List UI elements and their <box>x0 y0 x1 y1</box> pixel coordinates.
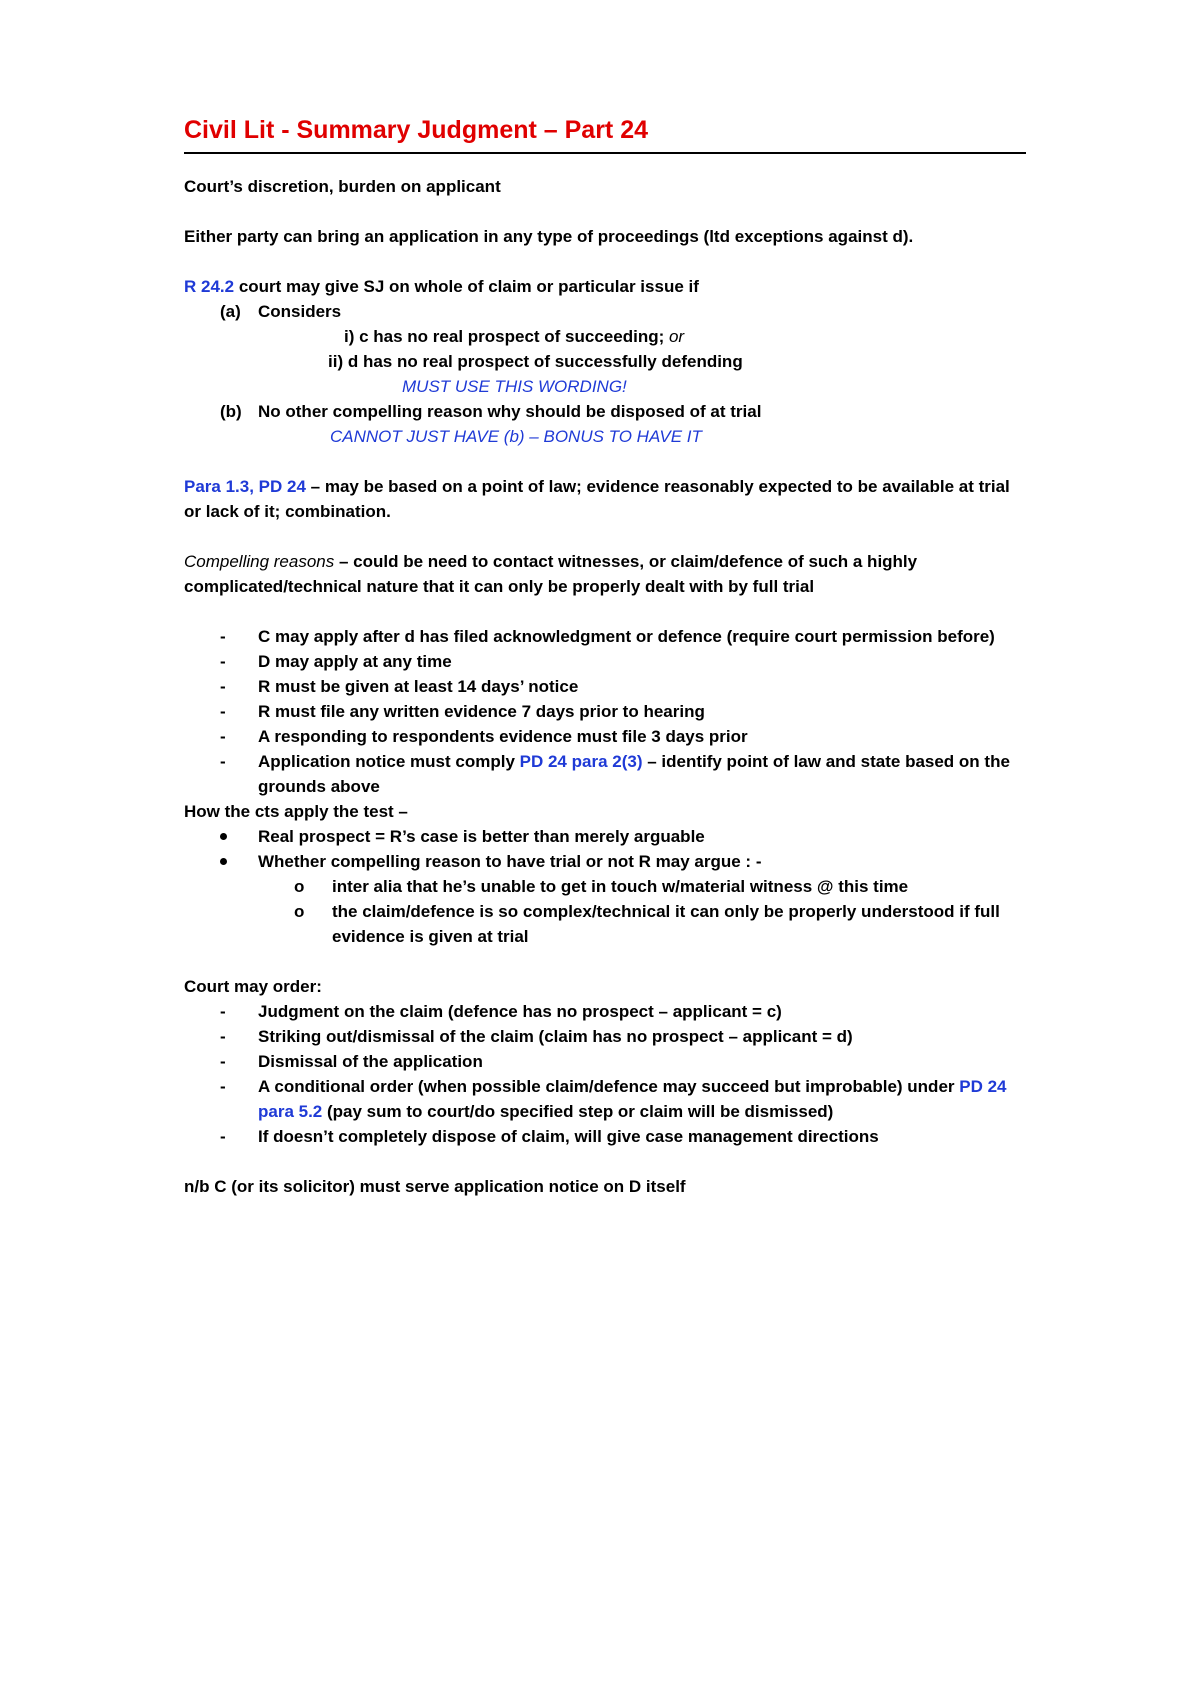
list-item: - R must be given at least 14 days’ notice <box>184 674 1026 699</box>
r242-b-text: No other compelling reason why should be disposed of at trial <box>258 402 762 421</box>
list-item: o inter alia that he’s unable to get in touch w/material witness @ this time <box>184 874 1026 899</box>
pd24-para23-ref: PD 24 para 2(3) <box>519 752 643 771</box>
intro-either-party: Either party can bring an application in any type of proceedings (ltd exceptions against d). <box>184 227 914 246</box>
dash-marker: - <box>220 1052 226 1071</box>
list-item: o the claim/defence is so complex/technical it can only be properly understood if full evidence is given at trial <box>184 899 1026 949</box>
circle-marker: o <box>294 902 305 921</box>
dash-marker: - <box>220 627 226 646</box>
r242-ref: R 24.2 <box>184 277 235 296</box>
r242-a-label: (a) <box>220 302 241 321</box>
dash-marker: - <box>220 677 226 696</box>
r242-b-label: (b) <box>220 402 242 421</box>
r242-i-or: or <box>668 327 685 346</box>
compelling-reasons <box>184 549 1026 599</box>
r242-cannot-note: CANNOT JUST HAVE (b) – BONUS TO HAVE IT <box>330 427 702 446</box>
pd24-para52-ref: PD 24 para 5.2 <box>258 1077 1007 1121</box>
bullet-icon <box>220 833 227 840</box>
list-item: Real prospect = R’s case is better than merely arguable <box>184 824 1026 849</box>
document-body <box>184 112 1026 1199</box>
dash-marker: - <box>220 702 226 721</box>
para13-ref: Para 1.3, PD 24 <box>184 477 306 496</box>
r242-b <box>184 399 1026 424</box>
list-item: - Application notice must comply PD 24 para 2(3) – identify point of law and state based on the grounds above <box>184 749 1026 799</box>
section-test <box>184 799 1026 949</box>
list-item: - R must file any written evidence 7 days prior to hearing <box>184 699 1026 724</box>
r242-text: court may give SJ on whole of claim or particular issue if <box>234 277 699 296</box>
r242-ii: ii) d has no real prospect of successfully defending <box>328 352 743 371</box>
dash-marker: - <box>220 752 226 771</box>
dash-marker: - <box>220 1127 226 1146</box>
dash-marker: - <box>220 1002 226 1021</box>
compelling-text: – could be need to contact witnesses, or claim/defence of such a highly complicated/technical nature that it can only be properly dealt with by full trial <box>184 552 918 596</box>
r242-a-text: Considers <box>258 302 342 321</box>
section-r242 <box>184 274 1026 449</box>
list-item: - Striking out/dismissal of the claim (claim has no prospect – applicant = d) <box>184 1024 1026 1049</box>
dash-marker: - <box>220 652 226 671</box>
list-item: Whether compelling reason to have trial or not R may argue : - <box>184 849 1026 874</box>
bullet-icon <box>220 858 227 865</box>
r242-must-note: MUST USE THIS WORDING! <box>402 377 627 396</box>
list-item: - Judgment on the claim (defence has no prospect – applicant = c) <box>184 999 1026 1024</box>
dash-marker: - <box>220 727 226 746</box>
circle-marker: o <box>294 877 305 896</box>
list-item: - D may apply at any time <box>184 649 1026 674</box>
test-sub-bullets <box>184 874 1026 949</box>
nb-note: n/b C (or its solicitor) must serve application notice on D itself <box>184 1177 686 1196</box>
section-order <box>184 974 1026 1149</box>
test-bullets <box>184 824 1026 874</box>
list-item: - A responding to respondents evidence must file 3 days prior <box>184 724 1026 749</box>
r242-line <box>184 274 1026 299</box>
order-heading: Court may order: <box>184 977 322 996</box>
steps-list <box>184 624 1026 799</box>
para13 <box>184 474 1026 524</box>
intro-discretion: Court’s discretion, burden on applicant <box>184 177 501 196</box>
dash-marker: - <box>220 1077 226 1096</box>
test-heading: How the cts apply the test – <box>184 802 408 821</box>
r242-a <box>184 299 1026 324</box>
para13-text: – may be based on a point of law; evidence reasonably expected to be available at trial or lack of it; combination. <box>184 477 1010 521</box>
order-list <box>184 999 1026 1149</box>
list-item: - C may apply after d has filed acknowledgment or defence (require court permission before) <box>184 624 1026 649</box>
dash-marker: - <box>220 1027 226 1046</box>
compelling-lead: Compelling reasons <box>184 552 335 571</box>
list-item: - Dismissal of the application <box>184 1049 1026 1074</box>
page-title: Civil Lit - Summary Judgment – Part 24 <box>184 112 1026 154</box>
r242-i-text: i) c has no real prospect of succeeding; <box>344 327 669 346</box>
list-item: - A conditional order (when possible claim/defence may succeed but improbable) under PD 24 para 5.2 (pay sum to court/do specified step or claim will be dismissed) <box>184 1074 1026 1124</box>
r242-i <box>184 324 1026 349</box>
list-item: - If doesn’t completely dispose of claim, will give case management directions <box>184 1124 1026 1149</box>
